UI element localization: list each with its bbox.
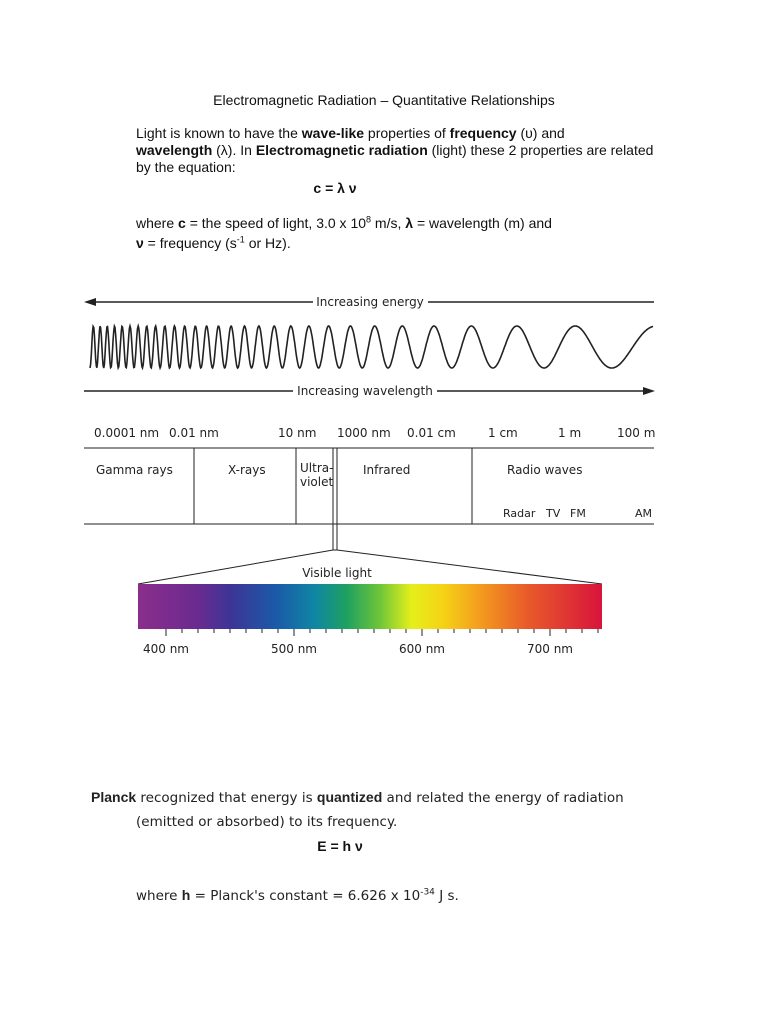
scale-label: 1000 nm xyxy=(337,426,391,440)
band-am: AM xyxy=(635,507,653,520)
wavelength-label: Increasing wavelength xyxy=(297,384,433,398)
increasing-energy-arrow xyxy=(84,295,654,309)
wavelength-scale xyxy=(94,426,655,440)
intro-line-1: Light is known to have the wave-like properties of frequency (υ) and xyxy=(136,125,565,141)
region-uv-2: violet xyxy=(300,475,334,489)
visible-tick-label: 500 nm xyxy=(270,642,318,656)
energy-label: Increasing energy xyxy=(316,295,424,309)
visible-light-expansion xyxy=(138,550,602,656)
arrow-left-icon xyxy=(84,298,96,306)
band-fm: FM xyxy=(570,507,586,520)
where-line-2: ν = frequency ($s^{-1}$ or Hz). xyxy=(136,234,291,251)
planck-equation: E = h ν xyxy=(317,838,363,854)
scale-label: 100 m xyxy=(617,426,656,440)
scale-label: 0.0001 nm xyxy=(94,426,160,440)
visible-tick-label: 700 nm xyxy=(526,642,574,656)
scale-label: 0.01 cm xyxy=(407,426,456,440)
planck-line-1: Planck recognized that energy is quantized and related the energy of radiation xyxy=(91,789,624,806)
intro-line-2: wavelength (λ). In Electromagnetic radiation (light) these 2 properties are related xyxy=(136,142,654,158)
where-line-1: where c = the speed of light, 3.0 x $10^8$ m/s, λ = wavelength (m) and xyxy=(136,214,552,231)
visible-light-label: Visible light xyxy=(302,566,372,580)
region-xrays: X-rays xyxy=(228,463,266,477)
region-radio: Radio waves xyxy=(507,463,583,477)
region-table xyxy=(84,448,654,550)
scale-label: 1 m xyxy=(558,426,582,440)
visible-tick-label: 400 nm xyxy=(142,642,190,656)
planck-line-2: (emitted or absorbed) to its frequency. xyxy=(136,814,398,830)
wave-icon xyxy=(90,326,653,368)
page-title: Electromagnetic Radiation – Quantitative Relationships xyxy=(213,92,555,108)
speed-of-light-equation: c = λ ν xyxy=(313,180,357,196)
visible-ticks xyxy=(166,629,598,636)
planck-constant-line: where h = Planck's constant = 6.626 x $10^{-34}$ J s. xyxy=(136,887,459,904)
intro-line-3: by the equation: xyxy=(136,159,236,175)
region-infrared: Infrared xyxy=(363,463,411,477)
scale-label: 1 cm xyxy=(488,426,518,440)
band-tv: TV xyxy=(546,507,561,520)
region-uv-1: Ultra- xyxy=(300,461,334,475)
scale-label: 10 nm xyxy=(278,426,317,440)
visible-spectrum-bar xyxy=(138,584,602,629)
scale-label: 0.01 nm xyxy=(169,426,219,440)
increasing-wavelength-arrow xyxy=(84,384,655,398)
arrow-right-icon xyxy=(643,387,655,395)
visible-tick-label: 600 nm xyxy=(398,642,446,656)
band-radar: Radar xyxy=(503,507,536,520)
region-gamma: Gamma rays xyxy=(96,463,173,477)
